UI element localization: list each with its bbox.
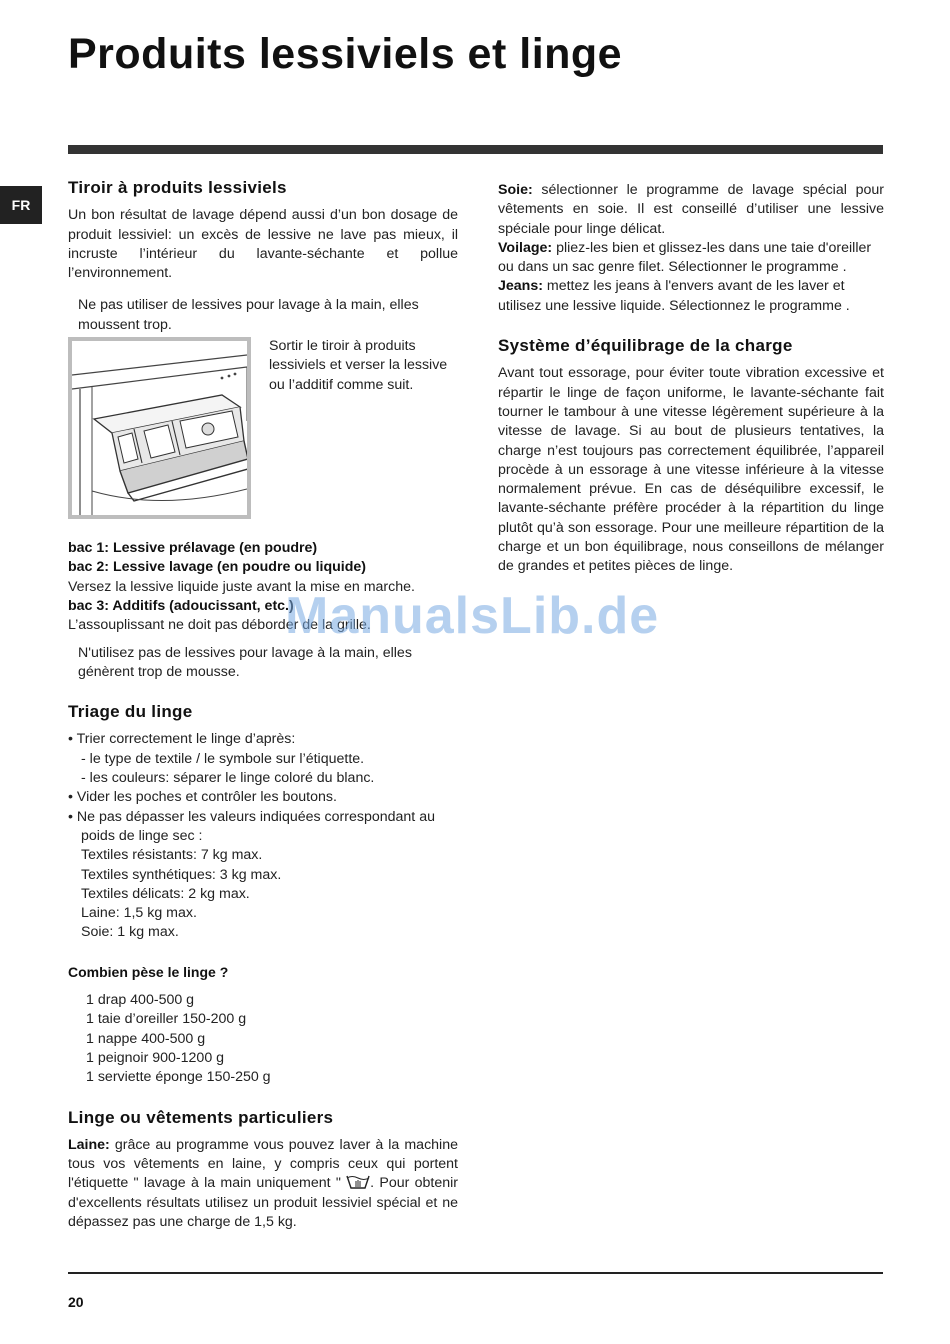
bac3-label: bac 3: Additifs (adoucissant, etc.) [68,597,294,614]
triage-bullet-1: • Trier correctement le linge d’après: [68,731,296,748]
jeans-text: mettez les jeans à l'envers avant de les laver et utilisez une lessive liquide. Sélectionnez le programme . [498,278,850,314]
weight-limit-1: Textiles résistants: 7 kg max. [81,847,263,864]
triage-dash-1: - le type de textile / le symbole sur l’étiquette. [81,750,365,767]
weight-item: 1 drap 400-500 g [86,992,195,1009]
weight-item: 1 peignoir 900-1200 g [86,1049,225,1066]
left-column [68,178,458,1232]
watermark: ManualsLib.de [285,587,660,645]
triage-bullet-2: • Vider les poches et contrôler les boutons. [68,789,337,806]
equilibrage-text: Avant tout essorage, pour éviter toute vibration excessive et répartir le linge de façon uniforme, le lavante-séchante fait tourner le tambour à une vitesse légèrement supérieure à la vitesse de lavage. Si au bout de plusieurs tentatives, la charge n’est toujours pas correctement équilibrée, l’appareil procède à un essorage à une vitesse inférieure à la vitesse normalement prévue. En cas de déséquilibre excessif, le lavante-séchante préfère procéder à la répartition du linge plutôt qu’à son essorage. Pour une meilleure répartition de la charge et un bon équilibrage, nous conseillons de mélanger de grandes et petites pièces de linge. [498,365,884,575]
bac2-note: Versez la lessive liquide juste avant la mise en marche. [68,578,415,595]
drawer-drawing [72,341,247,515]
page-number: 20 [68,1294,84,1310]
weight-item: 1 taie d’oreiller 150-200 g [86,1011,247,1028]
footer-rule [68,1272,883,1274]
bac3-note: L’assouplissant ne doit pas déborder de la grille. [68,617,371,634]
weight-item: 1 serviette éponge 150-250 g [86,1069,271,1086]
soie-label: Soie: [498,182,533,198]
hand-wash-icon [346,1174,370,1190]
jeans-paragraph [498,277,884,316]
laine-label: Laine: [68,1136,110,1153]
right-column [498,181,884,577]
tiroir-intro: Un bon résultat de lavage dépend aussi d’un bon dosage de produit lessiviel: un excès de lessive ne lave pas mieux, il incruste l’intérieur du lavante-séchante et pollue l’environnement. [68,207,458,282]
weight-limit-5: Soie: 1 kg max. [81,924,179,941]
soie-text: sélectionner le programme de lavage spécial pour vêtements en soie. Il est conseillé d’utiliser une lessive spéciale pour linge délicat. [498,182,884,237]
laine-text-2: . Pour obtenir d'excellents résultats utilisez un produit lessiviel spécial et ne dépassez pas une charge de 1,5 kg. [68,1175,458,1230]
weight-limit-3: Textiles délicats: 2 kg max. [81,885,250,902]
laine-paragraph [68,1136,458,1232]
triage-dash-2: - les couleurs: séparer le linge coloré du blanc. [81,770,375,787]
tiroir-warning: Ne pas utiliser de lessives pour lavage à la main, elles moussent trop. [78,297,419,333]
voilage-paragraph [498,239,884,278]
figure-caption: Sortir le tiroir à produits lessiviels et verser la lessive ou l’additif comme suit. [269,338,448,393]
weight-limit-4: Laine: 1,5 kg max. [81,905,197,922]
jeans-label: Jeans: [498,278,543,295]
title-divider-bar [68,145,883,154]
weight-item: 1 nappe 400-500 g [86,1030,206,1047]
page-title: Produits lessiviels et linge [68,30,623,78]
triage-bullet-3: • Ne pas dépasser les valeurs indiquées correspondant au poids de linge sec : [68,808,435,844]
voilage-text: pliez-les bien et glissez-les dans une taie d'oreiller ou dans un sac genre filet. Sélectionner le programme . [498,239,872,276]
final-note: N'utilisez pas de lessives pour lavage à la main, elles génèrent trop de mousse. [78,644,412,680]
bac2-label: bac 2: Lessive lavage (en poudre ou liquide) [68,559,367,576]
weight-limit-2: Textiles synthétiques: 3 kg max. [81,866,282,883]
triage-heading: Triage du linge [68,702,193,722]
particuliers-heading: Linge ou vêtements particuliers [68,1107,334,1127]
language-tab: FR [0,186,42,224]
poids-heading: Combien pèse le linge ? [68,963,229,980]
soie-paragraph [498,181,884,239]
equilibrage-heading: Système d’équilibrage de la charge [498,336,793,356]
voilage-label: Voilage: [498,239,553,256]
bac1-label: bac 1: Lessive prélavage (en poudre) [68,540,318,557]
laine-text-1: grâce au programme vous pouvez laver à la machine tous vos vêtements en laine, y compris ceux qui portent l'étiquette " lavage à la main uniquement " [68,1136,458,1192]
weights-list [68,991,458,1087]
tiroir-heading: Tiroir à produits lessiviels [68,178,287,197]
detergent-drawer-illustration [68,337,251,519]
